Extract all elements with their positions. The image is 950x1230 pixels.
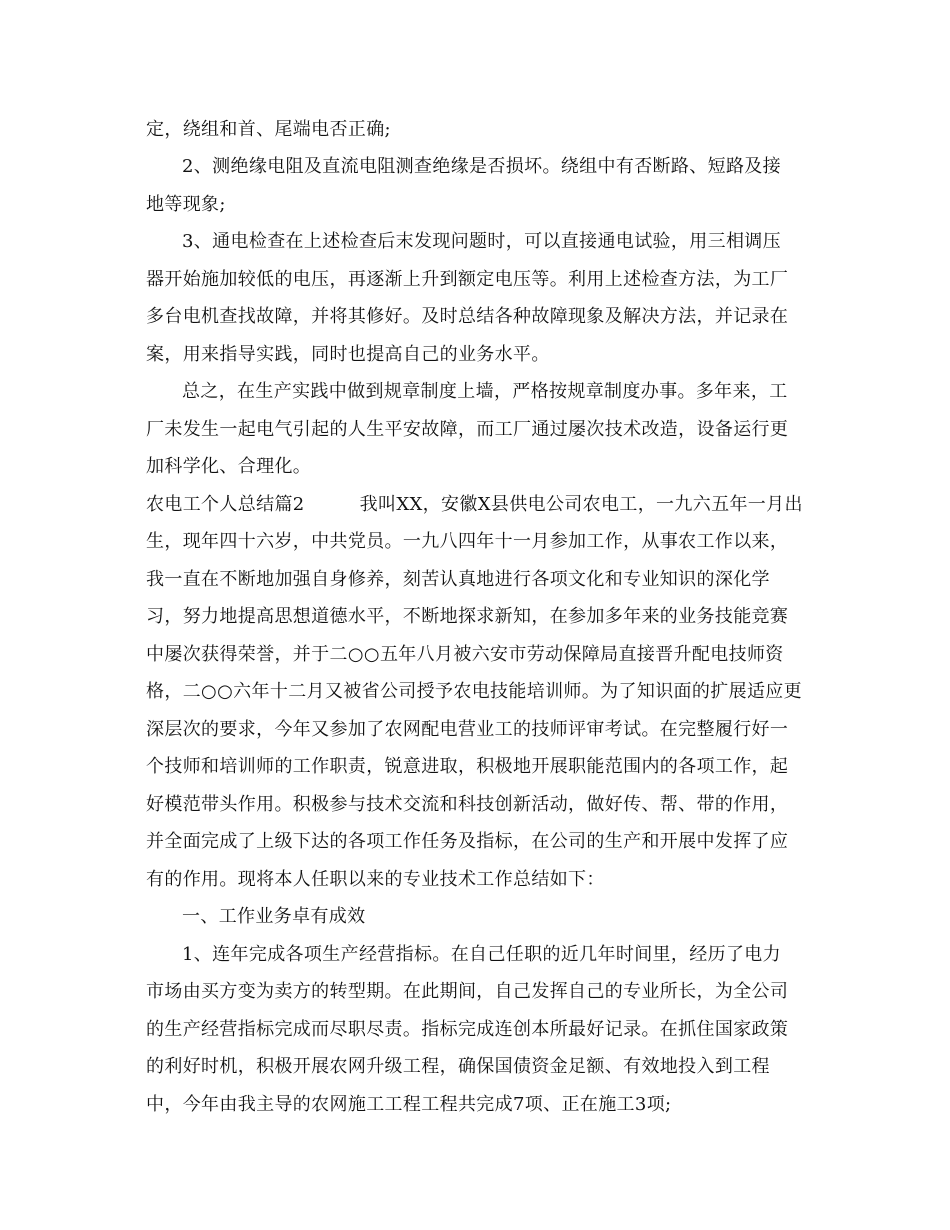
text-line: 有的作用。现将本人任职以来的专业技术工作总结如下： [146,869,605,890]
text-line: 的利好时机，积极开展农网升级工程，确保国债资金足额、有效地投入到工程 [146,1056,770,1077]
text-line: 中，今年由我主导的农网施工工程工程共完成7项、正在施工3项; [146,1094,672,1115]
text-line: 并全面完成了上级下达的各项工作任务及指标，在公司的生产和开展中发挥了应 [146,831,789,852]
text-line: 加科学化、合理化。 [146,456,312,477]
text-line: 好模范带头作用。积极参与技术交流和科技创新活动，做好传、帮、带的作用， [146,794,789,815]
section-heading: 一、工作业务卓有成效 [182,906,366,927]
text-line: 市场由买方变为卖方的转型期。在此期间，自己发挥自己的专业所长，为全公司 [146,981,789,1002]
text-line: 案，用来指导实践，同时也提高自己的业务水平。 [146,344,550,365]
text-line: 生，现年四十六岁，中共党员。一九八四年十一月参加工作，从事农工作以来， [146,531,789,552]
text-line: 个技师和培训师的工作职责，锐意进取，积极地开展职能范围内的各项工作，起 [146,756,789,777]
text-line: 习，努力地提高思想道德水平，不断地探求新知，在参加多年来的业务技能竞赛 [146,606,789,627]
text-line: 的生产经营指标完成而尽职尽责。指标完成连创本所最好记录。在抓住国家政策 [146,1019,789,1040]
text-line: 厂未发生一起电气引起的人生平安故障，而工厂通过屡次技术改造，设备运行更 [146,419,789,440]
text-line: 总之，在生产实践中做到规章制度上墙，严格按规章制度办事。多年来，工 [182,381,788,402]
text-line: 中屡次获得荣誉，并于二○○五年八月被六安市劳动保障局直接晋升配电技师资 [146,644,784,665]
text-line: 格，二○○六年十二月又被省公司授予农电技能培训师。为了知识面的扩展适应更 [146,681,803,702]
text-line: 地等现象; [146,194,226,215]
text-line: 我一直在不断地加强自身修养，刻苦认真地进行各项文化和专业知识的深化学 [146,569,770,590]
text-line: 定，绕组和首、尾端电否正确; [146,119,391,140]
text-line: 多台电机查找故障，并将其修好。及时总结各种故障现象及解决方法，并记录在 [146,306,789,327]
text-line: 3、通电检查在上述检查后末发现问题时，可以直接通电试验，用三相调压 [182,231,781,252]
text-line: 深层次的要求，今年又参加了农网配电营业工的技师评审考试。在完整履行好一 [146,719,789,740]
text-line: 农电工个人总结篇2 我叫XX，安徽X县供电公司农电工，一九六五年一月出 [146,494,803,515]
text-line: 1、连年完成各项生产经营指标。在自己任职的近几年时间里，经历了电力 [182,944,781,965]
text-line: 2、测绝缘电阻及直流电阻测查绝缘是否损坏。绕组中有否断路、短路及接 [182,156,781,177]
text-line: 器开始施加较低的电压，再逐渐上升到额定电压等。利用上述检查方法，为工厂 [146,269,789,290]
